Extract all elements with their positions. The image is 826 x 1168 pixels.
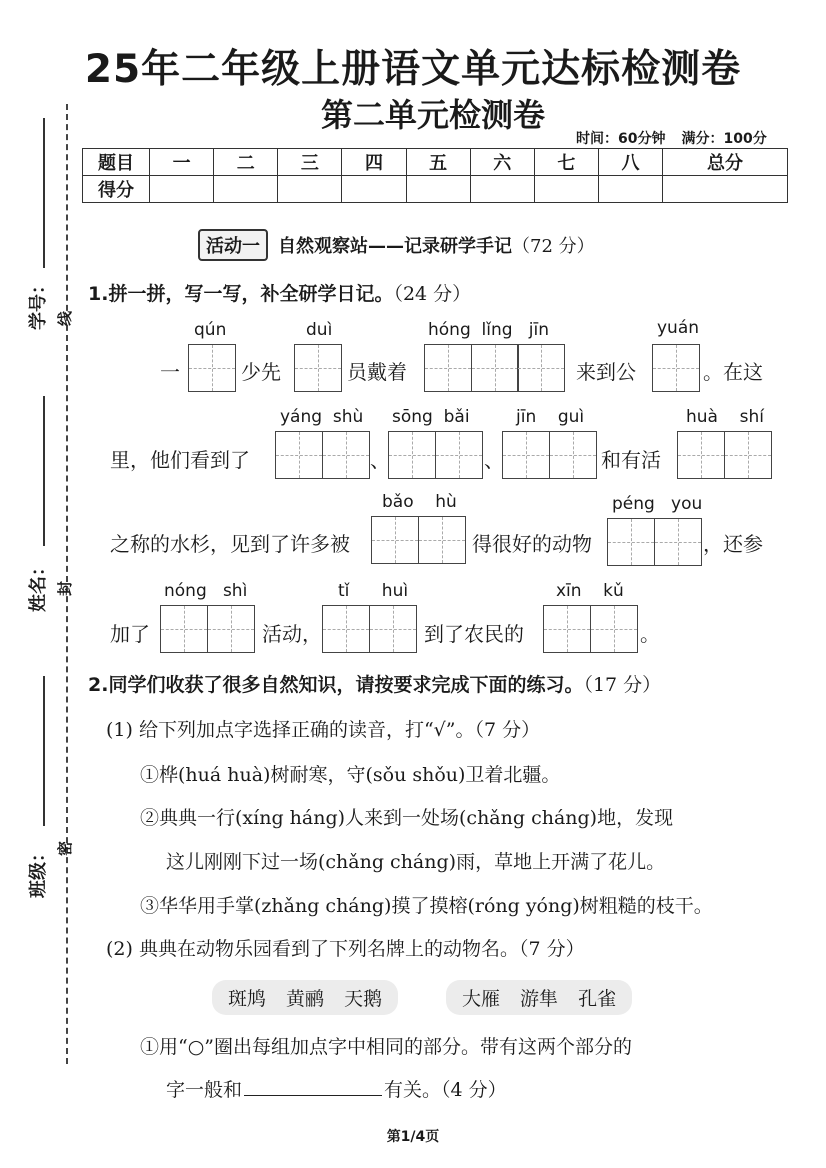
char-box-baohu[interactable] [371,516,466,564]
score-input-cell[interactable] [278,176,342,203]
line3-text-2: 得很好的动物 [472,532,592,556]
char-box-yangshu[interactable] [275,431,370,479]
score-cell-q4: 四 [342,149,406,176]
answer-blank[interactable] [244,1095,382,1096]
full-score: 满分：100分 [681,131,767,147]
pinyin-yuan: yuán [657,318,700,338]
activity-tag: 活动一 [198,229,268,261]
score-cell-q1: 一 [150,149,214,176]
q2-task1-line2 [166,1075,507,1102]
score-cell-label: 题目 [83,149,150,176]
score-table-header-row [83,149,788,176]
line1-text-4: 来到公 [576,360,636,384]
line1-text-2: 少先 [241,360,281,384]
pinyin-yangshu: yáng shù [280,407,364,427]
q1-heading [88,279,471,306]
pinyin-nongshi: nóng shì [164,581,248,601]
line1-text-5: 。在这 [703,360,763,384]
line3-text-3: ，还参 [703,532,763,556]
q2-points: （17 分） [583,674,662,696]
score-input-cell[interactable] [214,176,278,203]
char-box-pengyou[interactable] [607,518,702,566]
q1-text: 1.拼一拼，写一写，补全研学日记。 [88,283,394,305]
pinyin-qun: qún [194,320,227,340]
pinyin-jingui: jīn guì [516,407,585,427]
line2-sep-2: 、 [484,448,504,472]
binding-mark-seal: 封 [56,580,74,596]
student-no-line[interactable] [43,118,45,268]
exam-meta [576,128,783,148]
score-cell-q8: 八 [598,149,662,176]
char-box-dui[interactable] [294,344,342,392]
pinyin-tihui: tǐ huì [338,581,409,601]
page-title: 25年二年级上册语文单元达标检测卷 [84,47,742,92]
line3-text-1: 之称的水杉，见到了许多被 [110,532,350,556]
line4-text-3: 到了农民的 [424,622,524,646]
char-box-honglingjin[interactable] [424,344,565,392]
line1-text-3: 员戴着 [347,360,407,384]
score-cell-q6: 六 [470,149,534,176]
pinyin-dui: duì [306,320,333,340]
activity-title: 自然观察站——记录研学手记 [278,236,512,257]
q2-item2-line1[interactable]: ②典典一行(xíng háng)人来到一处场(chǎng cháng)地，发现 [140,807,674,829]
score-input-cell[interactable] [598,176,662,203]
score-input-cell[interactable] [342,176,406,203]
animal-name-group-1: 斑鸠 黄鹂 天鹅 [212,980,398,1015]
activity-heading [198,229,595,261]
line4-text-1: 加了 [110,622,150,646]
line4-text-4: 。 [640,622,660,646]
q2-item3[interactable]: ③华华用手掌(zhǎng cháng)摸了摸榕(róng yóng)树粗糙的枝干。 [140,895,713,917]
pinyin-huashi: huà shí [686,407,764,427]
activity-points: （72 分） [512,236,595,257]
pinyin-honglingjin: hóng lǐng jīn [428,320,549,340]
line2-text-1: 里，他们看到了 [110,448,250,472]
name-label: 姓名： [28,558,49,612]
char-box-jingui[interactable] [502,431,597,479]
score-cell-q5: 五 [406,149,470,176]
page-number: 第1/4页 [386,1129,440,1145]
score-table [82,148,788,203]
q2-sub1: (1) 给下列加点字选择正确的读音，打“√”。（7 分） [106,719,541,741]
q2-task1-line1: ①用“○”圈出每组加点字中相同的部分。带有这两个部分的 [140,1036,633,1058]
line4-text-2: 活动， [262,622,322,646]
task1-prefix: 字一般和 [166,1079,243,1101]
time-limit: 时间：60分钟 [576,131,666,147]
student-no-label: 学号： [28,276,49,330]
q2-text: 2.同学们收获了很多自然知识，请按要求完成下面的练习。 [88,674,584,696]
score-cell-q2: 二 [214,149,278,176]
line1-text-1: 一 [160,360,180,384]
page-subtitle: 第二单元检测卷 [320,96,545,134]
char-box-tihui[interactable] [322,605,417,653]
task1-suffix: 有关。（4 分） [384,1079,507,1101]
line2-text-2: 和有活 [601,448,661,472]
pinyin-pengyou: péng you [612,494,703,514]
char-box-huashi[interactable] [677,431,772,479]
animal-name-group-2: 大雁 游隼 孔雀 [446,980,632,1015]
binding-mark-secret: 密 [56,840,74,856]
class-line[interactable] [43,676,45,826]
line2-sep-1: 、 [370,448,390,472]
char-box-qun[interactable] [188,344,236,392]
char-box-songbai[interactable] [388,431,483,479]
q2-item2-line2[interactable]: 这儿刚刚下过一场(chǎng cháng)雨，草地上开满了花儿。 [166,851,666,873]
char-box-nongshi[interactable] [160,605,255,653]
pinyin-songbai: sōng bǎi [392,407,470,427]
pinyin-baohu: bǎo hù [382,492,457,512]
score-input-cell[interactable] [406,176,470,203]
char-box-xinku[interactable] [543,605,638,653]
score-cell-q7: 七 [534,149,598,176]
score-cell-total: 总分 [663,149,788,176]
q1-points: （24 分） [393,283,472,305]
q2-item1[interactable]: ①桦(huá huà)树耐寒，守(sǒu shǒu)卫着北疆。 [140,764,561,786]
class-label: 班级： [28,844,49,898]
q2-heading [88,670,661,697]
char-box-yuan[interactable] [652,344,700,392]
name-line[interactable] [43,396,45,546]
score-cell-q3: 三 [278,149,342,176]
score-table-score-row [83,176,788,203]
score-input-cell[interactable] [534,176,598,203]
binding-mark-line: 线 [56,310,74,326]
score-input-cell[interactable] [150,176,214,203]
score-row-label: 得分 [83,176,150,203]
q2-sub2: (2) 典典在动物乐园看到了下列名牌上的动物名。（7 分） [106,938,585,960]
pinyin-xinku: xīn kǔ [556,581,624,601]
score-input-cell[interactable] [470,176,534,203]
score-input-cell[interactable] [663,176,788,203]
